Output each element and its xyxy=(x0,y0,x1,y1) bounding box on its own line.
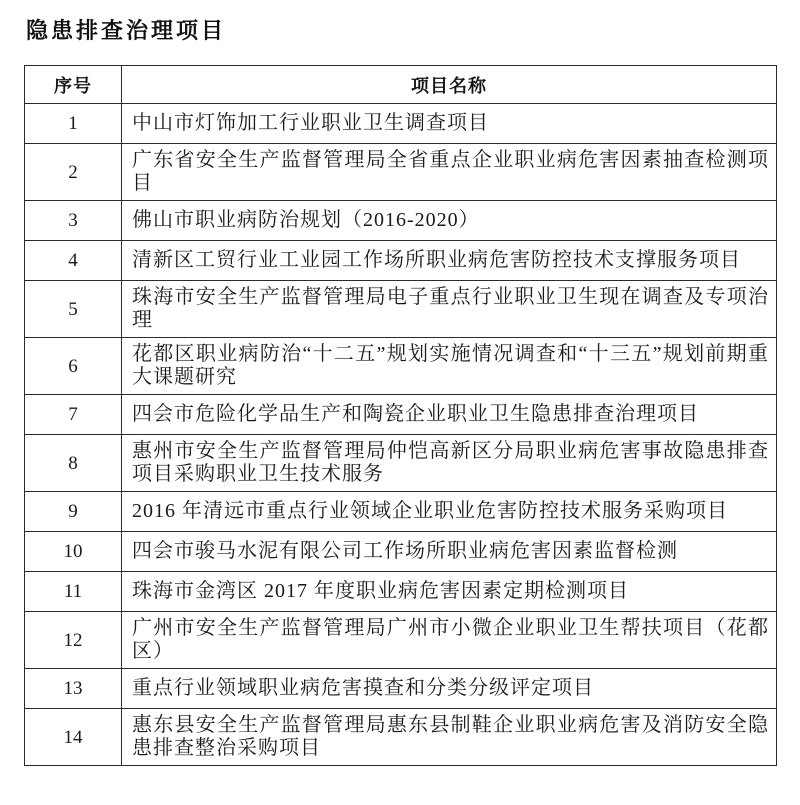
row-number-cell: 13 xyxy=(25,669,122,709)
project-name-cell: 四会市骏马水泥有限公司工作场所职业病危害因素监督检测 xyxy=(122,532,777,572)
project-name-cell: 2016 年清远市重点行业领域企业职业危害防控技术服务采购项目 xyxy=(122,492,777,532)
table-row xyxy=(25,669,777,709)
row-number-cell: 6 xyxy=(25,338,122,395)
project-name-cell: 珠海市安全生产监督管理局电子重点行业职业卫生现在调查及专项治理 xyxy=(122,281,777,338)
table-header xyxy=(25,66,777,104)
table-row xyxy=(25,281,777,338)
row-number-cell: 5 xyxy=(25,281,122,338)
row-number-cell: 14 xyxy=(25,709,122,766)
header-project-name: 项目名称 xyxy=(122,66,777,104)
project-name-cell: 惠州市安全生产监督管理局仲恺高新区分局职业病危害事故隐患排查项目采购职业卫生技术服务 xyxy=(122,435,777,492)
row-number-cell: 2 xyxy=(25,144,122,201)
project-name-cell: 惠东县安全生产监督管理局惠东县制鞋企业职业病危害及消防安全隐患排查整治采购项目 xyxy=(122,709,777,766)
table-row xyxy=(25,104,777,144)
table-row xyxy=(25,612,777,669)
project-name-cell: 中山市灯饰加工行业职业卫生调查项目 xyxy=(122,104,777,144)
table-row xyxy=(25,241,777,281)
row-number-cell: 11 xyxy=(25,572,122,612)
table-row xyxy=(25,395,777,435)
table-body xyxy=(25,104,777,766)
row-number-cell: 7 xyxy=(25,395,122,435)
page-title: 隐患排查治理项目 xyxy=(26,19,227,44)
project-name-cell: 广东省安全生产监督管理局全省重点企业职业病危害因素抽查检测项目 xyxy=(122,144,777,201)
project-name-cell: 花都区职业病防治“十二五”规划实施情况调查和“十三五”规划前期重大课题研究 xyxy=(122,338,777,395)
project-name-cell: 清新区工贸行业工业园工作场所职业病危害防控技术支撑服务项目 xyxy=(122,241,777,281)
header-row xyxy=(25,66,777,104)
row-number-cell: 3 xyxy=(25,201,122,241)
project-table xyxy=(24,65,777,766)
table-row xyxy=(25,338,777,395)
table-row xyxy=(25,435,777,492)
project-name-cell: 广州市安全生产监督管理局广州市小微企业职业卫生帮扶项目（花都区） xyxy=(122,612,777,669)
header-number: 序号 xyxy=(25,66,122,104)
row-number-cell: 4 xyxy=(25,241,122,281)
project-name-cell: 重点行业领域职业病危害摸查和分类分级评定项目 xyxy=(122,669,777,709)
row-number-cell: 9 xyxy=(25,492,122,532)
table-row xyxy=(25,144,777,201)
row-number-cell: 10 xyxy=(25,532,122,572)
project-name-cell: 珠海市金湾区 2017 年度职业病危害因素定期检测项目 xyxy=(122,572,777,612)
table-row xyxy=(25,572,777,612)
table-row xyxy=(25,532,777,572)
table-row xyxy=(25,201,777,241)
table-row xyxy=(25,492,777,532)
project-name-cell: 佛山市职业病防治规划（2016-2020） xyxy=(122,201,777,241)
project-name-cell: 四会市危险化学品生产和陶瓷企业职业卫生隐患排查治理项目 xyxy=(122,395,777,435)
row-number-cell: 12 xyxy=(25,612,122,669)
row-number-cell: 1 xyxy=(25,104,122,144)
table-row xyxy=(25,709,777,766)
row-number-cell: 8 xyxy=(25,435,122,492)
